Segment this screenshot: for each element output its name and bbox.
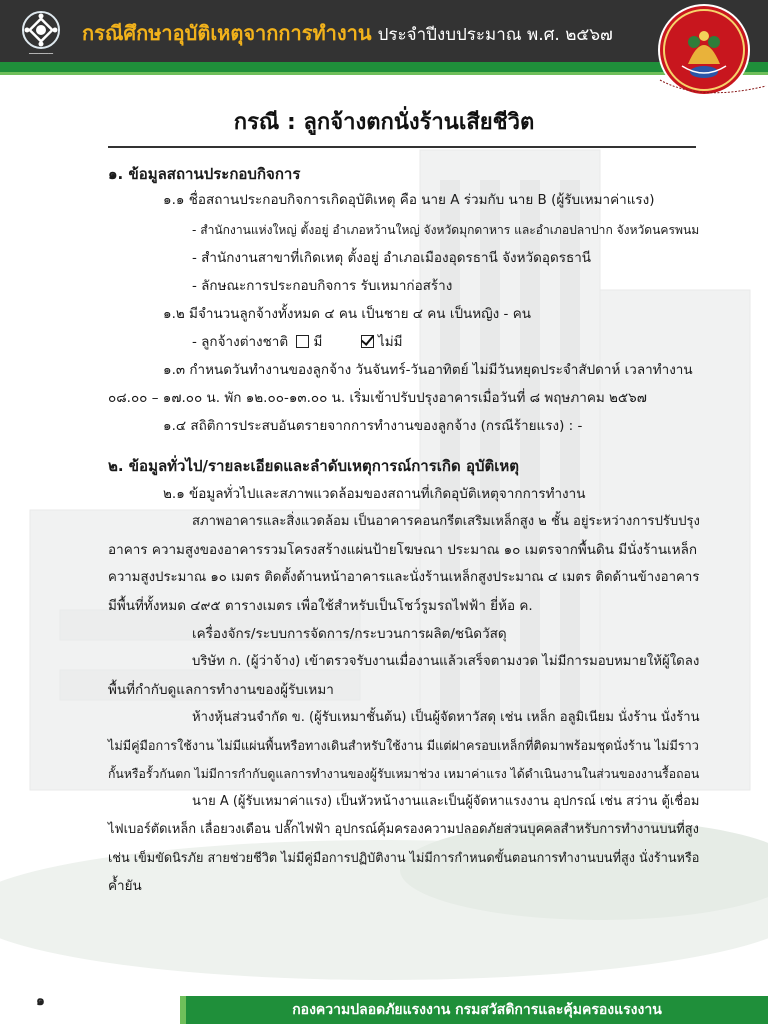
header-title-main: กรณีศึกษาอุบัติเหตุจากการทำงาน	[82, 21, 372, 45]
safety-logo-icon	[21, 10, 61, 50]
section1-item-1-1-c: - ลักษณะการประกอบกิจการ รับเหมาก่อสร้าง	[192, 278, 453, 294]
section2-item-2-1: ๒.๑ ข้อมูลทั่วไปและสภาพแวดล้อมของสถานที่เกิดอุบัติเหตุจากการทำงาน	[163, 486, 586, 502]
foreign-workers-row	[192, 332, 403, 352]
header-green-stripe	[0, 62, 768, 72]
para5-line1: นาย A (ผู้รับเหมาค่าแรง) เป็นหัวหน้างานและเป็นผู้จัดหาแรงงาน อุปกรณ์ เช่น สว่าน ตู้เชื่อม	[192, 794, 700, 809]
section2-heading: ๒. ข้อมูลทั่วไป/รายละเอียดและลำดับเหตุการณ์การเกิด อุบัติเหตุ	[108, 457, 519, 475]
para5-line4: ค้ำยัน	[108, 878, 142, 894]
para1-line4: มีพื้นที่ทั้งหมด ๔๙๕ ตารางเมตร เพื่อใช้สำหรับเป็นโชว์รูมรถไฟฟ้า ยี่ห้อ ค.	[108, 598, 533, 614]
header-title-sub: ประจำปีงบประมาณ พ.ศ. ๒๕๖๗	[377, 25, 613, 45]
para1-line3: ความสูงประมาณ ๑๐ เมตร ติดตั้งด้านหน้าอาคารและนั่งร้านเหล็กสูงประมาณ ๔ เมตร ติดด้านข้างอาคาร	[108, 570, 700, 585]
checkbox-no	[361, 335, 374, 348]
footer-bar	[186, 996, 768, 1024]
section1-item-1-1: ๑.๑ ชื่อสถานประกอบกิจการเกิดอุบัติเหตุ คือ นาย A ร่วมกับ นาย B (ผู้รับเหมาค่าแรง)	[163, 192, 655, 208]
para4-line3: กั้นหรือรั้วกันตก ไม่มีการกำกับดูแลการทำงานของผู้รับเหมาช่วง เหมาค่าแรง ได้ดำเนินงานในส่วนของงานรื้อถอน	[108, 767, 700, 781]
document-title: กรณี : ลูกจ้างตกนั่งร้านเสียชีวิต	[233, 110, 535, 135]
para4-line2: ไม่มีคู่มือการใช้งาน ไม่มีแผ่นพื้นหรือทางเดินสำหรับใช้งาน มีแต่ฝาครอบเหล็กที่ติดมาพร้อมชุดนั่งร้าน ไม่มีราว	[108, 738, 699, 753]
page-number: ๑	[36, 993, 45, 1009]
section1-item-1-3-line2: ๐๘.๐๐ – ๑๗.๐๐ น. พัก ๑๒.๐๐-๑๓.๐๐ น. เริ่มเข้าปรับปรุงอาคารเมื่อวันที่ ๘ พฤษภาคม ๒๕๖๗	[108, 390, 647, 406]
section1-item-1-4: ๑.๔ สถิติการประสบอันตรายจากการทำงานของลูกจ้าง (กรณีร้ายแรง) : -	[163, 418, 583, 434]
footer-text: กองความปลอดภัยแรงงาน กรมสวัสดิการและคุ้มครองแรงงาน	[292, 1002, 662, 1018]
para1-line2: อาคาร ความสูงของอาคารรวมโครงสร้างแผ่นป้ายโฆษณา ประมาณ ๑๐ เมตรจากพื้นดิน มีนั่งร้านเหล็ก	[108, 542, 698, 558]
logo-caption-decor: ━━━━━━━━━━	[28, 51, 54, 56]
para2-line1: เครื่องจักร/ระบบการจัดการ/กระบวนการผลิต/ชนิดวัสดุ	[192, 626, 507, 642]
para1-line1: สภาพอาคารและสิ่งแวดล้อม เป็นอาคารคอนกรีตเสริมเหล็กสูง ๒ ชั้น อยู่ระหว่างการปรับปรุง	[192, 514, 700, 529]
para5-line3: เช่น เข็มขัดนิรภัย สายช่วยชีวิต ไม่มีคู่มือการปฏิบัติงาน ไม่มีการกำหนดขั้นตอนการทำงานบนที่สูง นั่งร้านหรือ	[108, 850, 700, 865]
section1-heading: ๑. ข้อมูลสถานประกอบกิจการ	[108, 165, 301, 183]
para3-line2: พื้นที่กำกับดูแลการทำงานของผู้รับเหมา	[108, 682, 334, 698]
header-title	[82, 16, 613, 50]
section1-item-1-2: ๑.๒ มีจำนวนลูกจ้างทั้งหมด ๔ คน เป็นชาย ๔ คน เป็นหญิง - คน	[163, 306, 531, 322]
foreign-workers-label: - ลูกจ้างต่างชาติ	[192, 334, 289, 350]
para5-line2: ไฟเบอร์ตัดเหล็ก เลื่อยวงเดือน ปลั๊กไฟฟ้า อุปกรณ์คุ้มครองความปลอดภัยส่วนบุคคลสำหรับการทำงานบนที่สูง	[108, 822, 699, 837]
checkbox-yes-label: มี	[313, 334, 323, 350]
para3-line1: บริษัท ก. (ผู้ว่าจ้าง) เข้าตรวจรับงานเมื่องานแล้วเสร็จตามงวด ไม่มีการมอบหมายให้ผู้ใดลง	[192, 654, 700, 669]
department-logo	[14, 6, 68, 60]
title-divider	[108, 146, 696, 148]
section1-item-1-1-b: - สำนักงานสาขาที่เกิดเหตุ ตั้งอยู่ อำเภอเมืองอุดรธานี จังหวัดอุดรธานี	[192, 250, 592, 266]
header-light-stripe	[0, 72, 768, 75]
section1-item-1-1-a: - สำนักงานแห่งใหญ่ ตั้งอยู่ อำเภอหว้านใหญ่ จังหวัดมุกดาหาร และอำเภอปลาปาก จังหวัดนครพนม	[192, 223, 700, 237]
section1-item-1-3-line1: ๑.๓ กำหนดวันทำงานของลูกจ้าง วันจันทร์-วันอาทิตย์ ไม่มีวันหยุดประจำสัปดาห์ เวลาทำงาน	[163, 362, 693, 378]
para4-line1: ห้างหุ้นส่วนจำกัด ข. (ผู้รับเหมาชั้นต้น) เป็นผู้จัดหาวัสดุ เช่น เหล็ก อลูมิเนียม นั่งร้าน นั่งร้าน	[192, 710, 700, 725]
checkbox-yes	[296, 335, 309, 348]
checkbox-no-label: ไม่มี	[377, 334, 403, 350]
